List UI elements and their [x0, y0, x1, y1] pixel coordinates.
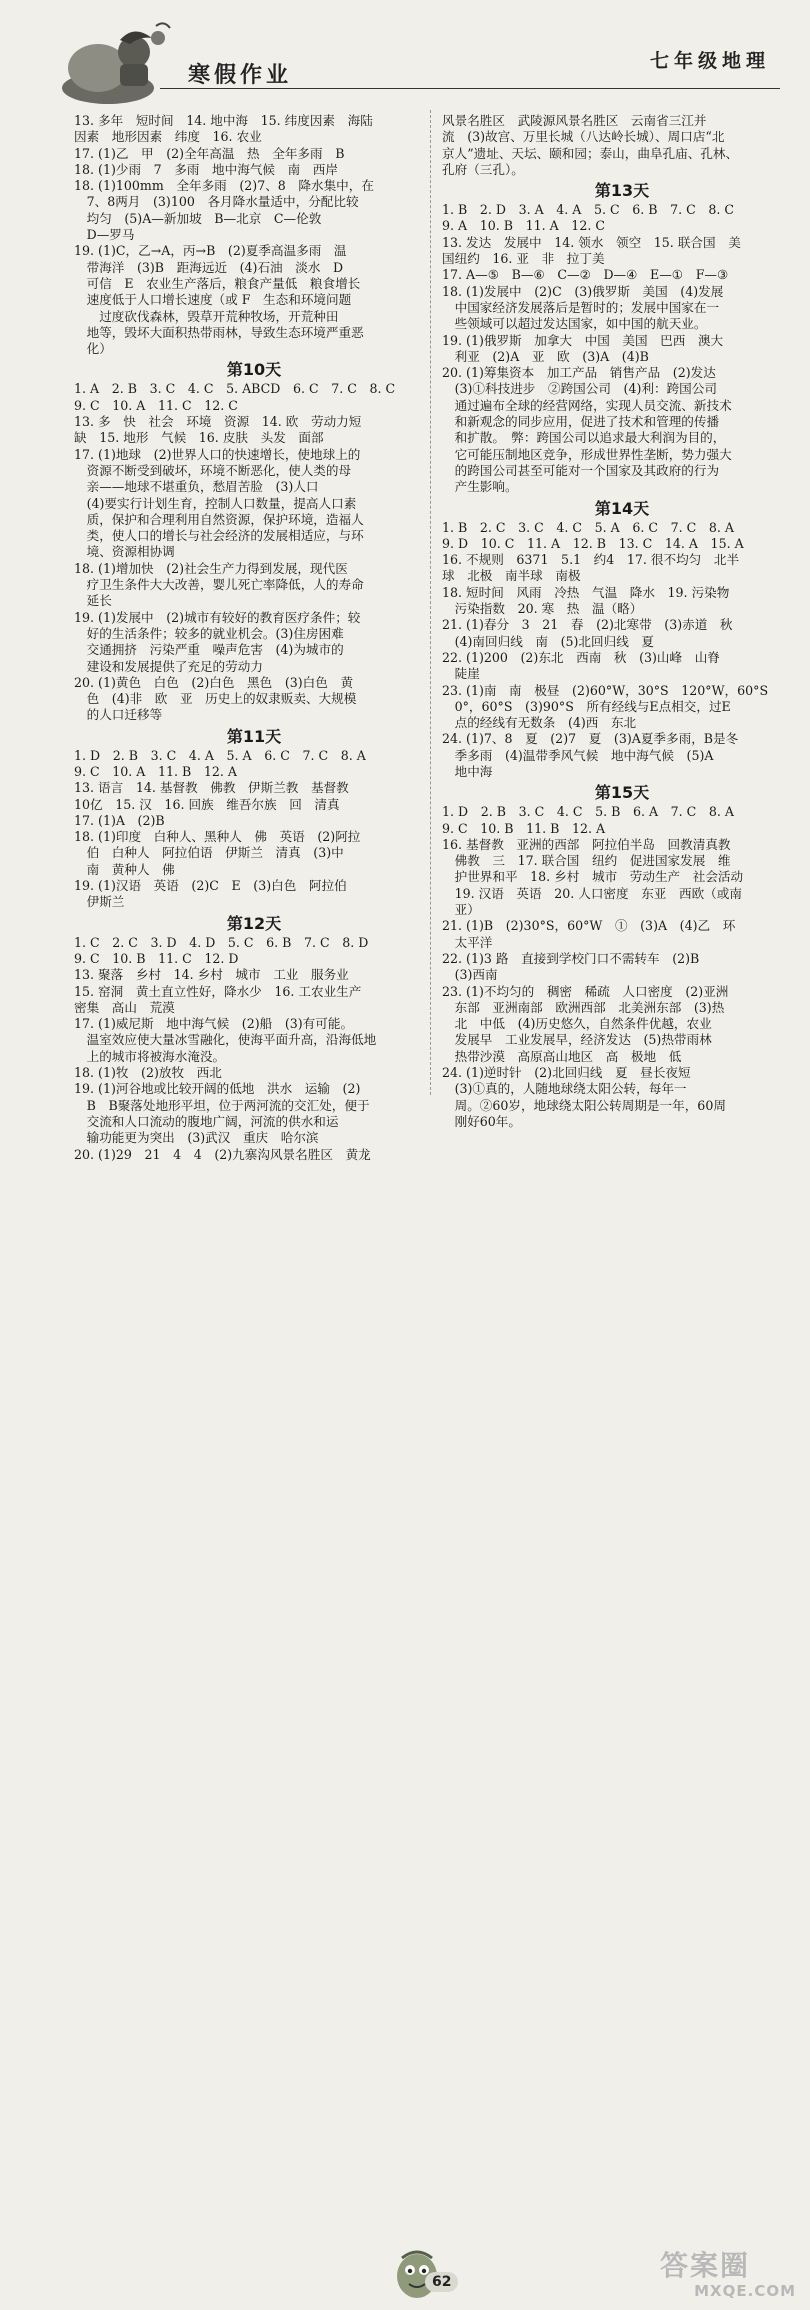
answer-line: 和扩散。 弊：跨国公司以追求最大利润为目的， [442, 430, 726, 446]
answer-line: 风景名胜区 武陵源风景名胜区 云南省三江并 [442, 113, 707, 128]
answer-line: 过度砍伐森林，毁草开荒种牧场，开荒种田 [74, 308, 339, 324]
answer-line: 18. (1)牧 (2)放牧 西北 [74, 1065, 222, 1081]
answer-line: (4)要实行计划生育，控制人口数量，提高人口素 [74, 495, 357, 511]
day-section-heading: 第10天 [226, 360, 282, 380]
answer-line: 通过遍布全球的经营网络，实现人员交流、新技术 [442, 397, 732, 413]
day-section-heading: 第14天 [594, 498, 650, 518]
answer-line: 带海洋 (3)B 距海远近 (4)石油 淡水 D [74, 259, 344, 275]
answer-line: 东部 亚洲南部 欧洲西部 北美洲东部 (3)热 [442, 999, 725, 1015]
answer-line: 地等，毁坏大面积热带雨林，导致生态环境严重恶 [74, 324, 364, 340]
answer-line: 18. (1)印度 白种人、黑种人 佛 英语 (2)阿拉 [74, 829, 361, 845]
answer-line: 亲——地球不堪重负，愁眉苦脸 (3)人口 [74, 479, 319, 495]
answer-line: 流 (3)故宫、万里长城（八达岭长城）、周口店“北 [442, 129, 725, 145]
answer-line: 1. D 2. B 3. C 4. C 5. B 6. A 7. C 8. A [442, 804, 735, 820]
answer-line: 20. (1)黄色 白色 (2)白色 黑色 (3)白色 黄 [74, 674, 354, 690]
answer-line: 13. 语言 14. 基督教 佛教 伊斯兰教 基督教 [74, 780, 349, 796]
answer-line: 周。②60岁，地球绕太阳公转周期是一年，60周 [442, 1097, 726, 1113]
answer-column-left [74, 113, 434, 1163]
answer-line: 亚） [442, 902, 480, 918]
answer-line: 18. 短时间 风雨 冷热 气温 降水 19. 污染物 [442, 584, 730, 600]
answer-line: 疗卫生条件大大改善，婴儿死亡率降低，人的寿命 [74, 577, 364, 593]
answer-line: 17. A—⑤ B—⑥ C—② D—④ E—① F—③ [442, 267, 729, 283]
answer-line: 陡崖 [442, 666, 480, 682]
answer-line: 19. (1)汉语 英语 (2)C E (3)白色 阿拉伯 [74, 878, 347, 894]
answer-line: 伯 白种人 阿拉伯语 伊斯兰 清真 (3)中 [74, 845, 344, 861]
answer-line: 发展早 工业发展早，经济发达 (5)热带雨林 [442, 1032, 712, 1048]
answer-line: 建设和发展提供了充足的劳动力 [74, 658, 263, 674]
answer-line: 13. 多年 短时间 14. 地中海 15. 纬度因素 海陆 [74, 113, 373, 128]
answer-line: 17. (1)乙 甲 (2)全年高温 热 全年多雨 B [74, 145, 345, 161]
answer-line: 均匀 (5)A—新加坡 B—北京 C—伦敦 [74, 210, 322, 226]
answer-line: (3)①真的，人随地球绕太阳公转，每年一 [442, 1081, 687, 1097]
answer-line: 21. (1)B (2)30°S，60°W ① (3)A (4)乙 环 [442, 918, 736, 934]
answer-line: 23. (1)南 南 极昼 (2)60°W，30°S 120°W，60°S [442, 682, 769, 698]
answer-line: 上的城市将被海水淹没。 [74, 1048, 226, 1064]
answer-line: 太平洋 [442, 934, 493, 950]
answer-line: 22. (1)3 路 直接到学校门口不需转车 (2)B [442, 950, 700, 966]
day-section-heading: 第12天 [226, 913, 282, 933]
answer-line: 18. (1)少雨 7 多雨 地中海气候 南 西岸 [74, 161, 338, 177]
answer-line: 北 中低 (4)历史悠久，自然条件优越，农业 [442, 1016, 712, 1032]
answer-line: 17. (1)威尼斯 地中海气候 (2)船 (3)有可能。 [74, 1016, 354, 1032]
answer-line: 22. (1)200 (2)东北 西南 秋 (3)山峰 山脊 [442, 649, 720, 665]
answer-line: 球 北极 南半球 南极 [442, 568, 581, 584]
answer-line: 的人口迁移等 [74, 707, 163, 723]
answer-line: 1. B 2. D 3. A 4. A 5. C 6. B 7. C 8. C [442, 202, 735, 218]
watermark-url: MXQE.COM [694, 2282, 796, 2300]
answer-line: 9. C 10. B 11. C 12. D [74, 950, 239, 966]
series-title: 寒假作业 [188, 63, 293, 88]
page-header [0, 0, 810, 110]
answer-line: 可信 E 农业生产落后，粮食产量低 粮食增长 [74, 275, 361, 291]
answer-line: 密集 高山 荒漠 [74, 999, 175, 1015]
answer-line: 南 黄种人 佛 [74, 861, 175, 877]
header-illustration [60, 18, 180, 106]
answer-line: 1. D 2. B 3. C 4. A 5. A 6. C 7. C 8. A [74, 747, 366, 763]
answer-line: 和新观念的同步应用，促进了技术和管理的传播 [442, 414, 720, 430]
answer-line: 19. (1)C，乙→A，丙→B (2)夏季高温多雨 温 [74, 243, 347, 259]
answer-line: 20. (1)筹集资本 加工产品 销售产品 (2)发达 [442, 365, 716, 381]
answer-line: 产生影响。 [442, 479, 518, 495]
watermark-title: 答案圈 [660, 2249, 751, 2282]
answer-line: 21. (1)春分 3 21 春 (2)北寒带 (3)赤道 秋 [442, 617, 733, 633]
answer-line: 1. B 2. C 3. C 4. C 5. A 6. C 7. C 8. A [442, 519, 734, 535]
answer-line: B B聚落处地形平坦，位于两河流的交汇处，便于 [74, 1097, 370, 1113]
answer-line: 护世界和平 18. 乡村 城市 劳动生产 社会活动 [442, 869, 744, 885]
page-number: 62 [425, 2272, 458, 2292]
answer-line: 速度低于人口增长速度（或 F 生态和环境问题 [74, 292, 352, 308]
answer-line: 伊斯兰 [74, 894, 125, 910]
answer-line: 国纽约 16. 亚 非 拉丁美 [442, 251, 605, 267]
answer-line: 季多雨 (4)温带季风气候 地中海气候 (5)A [442, 747, 714, 763]
answer-line: 交通拥挤 污染严重 噪声危害 (4)为城市的 [74, 642, 344, 658]
answer-line: 缺 15. 地形 气候 16. 皮肤 头发 面部 [74, 430, 324, 446]
answer-line: 污染指数 20. 寒 热 温（略） [442, 601, 643, 617]
answer-line: 温室效应使大量冰雪融化，使海平面升高，沿海低地 [74, 1032, 377, 1048]
answer-line: 16. 不规则 6371 5.1 约4 17. 很不均匀 北半 [442, 552, 740, 568]
answer-line: 23. (1)不均匀的 稠密 稀疏 人口密度 (2)亚洲 [442, 983, 729, 999]
answer-line: 热带沙漠 高原高山地区 高 极地 低 [442, 1048, 682, 1064]
day-section-heading: 第13天 [594, 181, 650, 201]
answer-line: 17. (1)地球 (2)世界人口的快速增长，使地球上的 [74, 446, 361, 462]
answer-line: 13. 发达 发展中 14. 领水 领空 15. 联合国 美 [442, 234, 741, 250]
answer-line: 9. C 10. A 11. C 12. C [74, 397, 238, 413]
answer-line: 19. (1)发展中 (2)城市有较好的教育医疗条件；较 [74, 609, 361, 625]
page-footer [0, 1120, 810, 2300]
answer-line: 化） [74, 341, 112, 357]
answer-line: 9. C 10. B 11. B 12. A [442, 820, 606, 836]
answer-line: 的跨国公司甚至可能对一个国家及其政府的行为 [442, 462, 720, 478]
answer-line: 好的生活条件；较多的就业机会。(3)住房困难 [74, 625, 344, 641]
answer-line: 9. D 10. C 11. A 12. B 13. C 14. A 15. A [442, 535, 744, 551]
answer-line: 刚好60年。 [442, 1113, 521, 1129]
header-rule [160, 88, 780, 89]
answer-line: (3)西南 [442, 967, 498, 983]
answer-line: 20. (1)29 21 4 4 (2)九寨沟风景名胜区 黄龙 [74, 1146, 371, 1162]
answer-line: 点的经线有无数条 (4)西 东北 [442, 715, 637, 731]
answer-line: (4)南回归线 南 (5)北回归线 夏 [442, 633, 654, 649]
answer-line: 13. 多 快 社会 环境 资源 14. 欧 劳动力短 [74, 414, 362, 430]
answer-line: 17. (1)A (2)B [74, 812, 165, 828]
answer-line: 18. (1)100mm 全年多雨 (2)7、8 降水集中，在 [74, 178, 374, 194]
answer-line: (3)①科技进步 ②跨国公司 (4)利：跨国公司 [442, 381, 717, 397]
answer-line: 类，使人口的增长与社会经济的发展相适应，与环 [74, 528, 364, 544]
answer-line: 佛教 三 17. 联合国 纽约 促进国家发展 维 [442, 853, 731, 869]
answer-line: D—罗马 [74, 227, 135, 243]
answer-line: 色 (4)非 欧 亚 历史上的奴隶贩卖、大规模 [74, 691, 357, 707]
answer-line: 0°，60°S (3)90°S 所有经线与E点相交，过E [442, 698, 731, 714]
answer-line: 10亿 15. 汉 16. 回族 维吾尔族 回 清真 [74, 796, 340, 812]
answer-line: 它可能压制地区竞争，形成世界性垄断，势力强大 [442, 446, 732, 462]
answer-line: 24. (1)逆时针 (2)北回归线 夏 昼长夜短 [442, 1065, 691, 1081]
day-section-heading: 第11天 [226, 726, 282, 746]
answer-line: 1. C 2. C 3. D 4. D 5. C 6. B 7. C 8. D [74, 934, 369, 950]
answer-line: 1. A 2. B 3. C 4. C 5. ABCD 6. C 7. C 8. C [74, 381, 396, 397]
answer-line: 16. 基督教 亚洲的西部 阿拉伯半岛 回教清真教 [442, 836, 731, 852]
answer-line: 24. (1)7、8 夏 (2)7 夏 (3)A夏季多雨，B是冬 [442, 731, 739, 747]
answer-line: 18. (1)增加快 (2)社会生产力得到发展，现代医 [74, 560, 348, 576]
answer-line: 18. (1)发展中 (2)C (3)俄罗斯 美国 (4)发展 [442, 283, 724, 299]
answer-line: 13. 聚落 乡村 14. 乡村 城市 工业 服务业 [74, 967, 349, 983]
answer-line: 19. (1)俄罗斯 加拿大 中国 美国 巴西 澳大 [442, 332, 724, 348]
answer-line: 些领域可以超过发达国家，如中国的航天业。 [442, 316, 707, 332]
answer-line: 延长 [74, 593, 112, 609]
answer-line: 输功能更为突出 (3)武汉 重庆 哈尔滨 [74, 1130, 319, 1146]
answer-line: 资源不断受到破坏，环境不断恶化，使人类的母 [74, 462, 352, 478]
answer-line: 地中海 [442, 763, 493, 779]
answer-line: 中国家经济发展落后是暂时的；发展中国家在一 [442, 299, 720, 315]
answer-line: 质，保护和合理利用自然资源，保护环境，造福人 [74, 511, 364, 527]
answer-line: 京人”遗址、天坛、颐和园；泰山，曲阜孔庙、孔林、 [442, 145, 739, 161]
answer-line: 交流和人口流动的腹地广阔，河流的供水和运 [74, 1113, 339, 1129]
answer-line: 因素 地形因素 纬度 16. 农业 [74, 129, 262, 145]
answer-line: 19. (1)河谷地或比较开阔的低地 洪水 运输 (2) [74, 1081, 361, 1097]
answer-line: 孔府（三孔）。 [442, 161, 524, 177]
answer-column-right [442, 113, 802, 1130]
answer-line: 境、资源相协调 [74, 544, 175, 560]
watermark-logo [660, 2250, 800, 2310]
answer-line: 7、8两月 (3)100 各月降水量适中，分配比较 [74, 194, 359, 210]
answer-line: 15. 窑洞 黄土直立性好，降水少 16. 工农业生产 [74, 983, 362, 999]
answer-line: 9. A 10. B 11. A 12. C [442, 218, 605, 234]
day-section-heading: 第15天 [594, 783, 650, 803]
grade-subject-title: 七年级地理 [649, 50, 770, 72]
answer-line: 19. 汉语 英语 20. 人口密度 东亚 西欧（或南 [442, 885, 742, 901]
answer-line: 利亚 (2)A 亚 欧 (3)A (4)B [442, 348, 649, 364]
answer-line: 9. C 10. A 11. B 12. A [74, 763, 237, 779]
